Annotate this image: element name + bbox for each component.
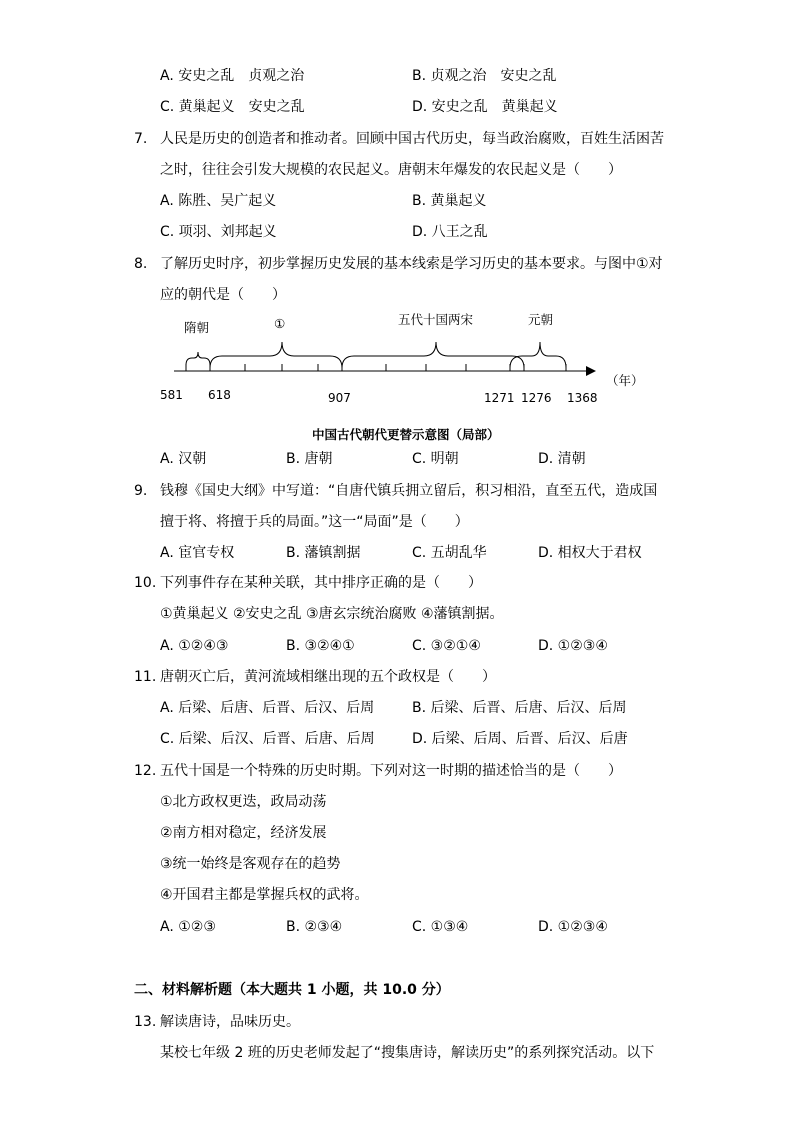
q12-item-3: ③统一始终是客观存在的趋势 [160, 856, 341, 872]
q10-number: 10. [134, 575, 157, 591]
q8-stem-line1: 了解历史时序，初步掌握历史发展的基本线索是学习历史的基本要求。与图中①对 [160, 256, 663, 272]
q7-option-b: B. 黄巢起义 [412, 193, 487, 209]
q10-option-c: C. ③②①④ [412, 638, 481, 654]
timeline-year: 1368 [567, 391, 598, 405]
q7-option-a: A. 陈胜、吴广起义 [160, 193, 277, 209]
q12-item-4: ④开国君主都是掌握兵权的武将。 [160, 887, 369, 903]
timeline-unit: （年） [606, 373, 644, 388]
q11-option-b: B. 后梁、后晋、后唐、后汉、后周 [412, 700, 627, 716]
q11-stem-line1: 唐朝灭亡后，黄河流域相继出现的五个政权是（ ） [160, 669, 496, 685]
q9-stem-line2: 擅于将、将擅于兵的局面。”这一“局面”是（ ） [160, 514, 469, 530]
q6-option-b: B. 贞观之治 安史之乱 [412, 68, 557, 84]
q7-option-c: C. 项羽、刘邦起义 [160, 224, 277, 240]
q6-option-c: C. 黄巢起义 安史之乱 [160, 99, 305, 115]
q12-number: 12. [134, 763, 157, 779]
q10-option-d: D. ①②③④ [538, 638, 608, 654]
q7-number: 7. [134, 131, 148, 147]
q7-option-d: D. 八王之乱 [412, 224, 488, 240]
q9-option-d: D. 相权大于君权 [538, 545, 642, 561]
q8-stem-line2: 应的朝代是（ ） [160, 287, 286, 303]
q13-stem-line2: 某校七年级 2 班的历史老师发起了“搜集唐诗，解读历史”的系列探究活动。以下 [160, 1045, 655, 1061]
q9-option-a: A. 宦官专权 [160, 545, 235, 561]
timeline-arrowhead [586, 366, 596, 376]
q7-stem-line2: 之时，往往会引发大规模的农民起义。唐朝末年爆发的农民起义是（ ） [160, 162, 622, 178]
timeline-caption: 中国古代朝代更替示意图（局部） [312, 427, 500, 442]
timeline-year: 581 [160, 388, 183, 402]
q11-option-c: C. 后梁、后汉、后晋、后唐、后周 [160, 731, 375, 747]
timeline-year: 618 [208, 388, 231, 402]
q9-option-b: B. 藩镇割据 [286, 545, 361, 561]
q12-option-c: C. ①③④ [412, 919, 469, 935]
timeline-label-circle1: ① [274, 316, 286, 331]
q12-item-2: ②南方相对稳定，经济发展 [160, 825, 327, 841]
q10-option-a: A. ①②④③ [160, 638, 229, 654]
q10-stem-line1: 下列事件存在某种关联，其中排序正确的是（ ） [160, 575, 482, 591]
q11-number: 11. [134, 669, 157, 685]
q12-option-d: D. ①②③④ [538, 919, 608, 935]
q9-option-c: C. 五胡乱华 [412, 545, 487, 561]
q6-option-d: D. 安史之乱 黄巢起义 [412, 99, 558, 115]
q12-option-a: A. ①②③ [160, 919, 216, 935]
q9-stem-line1: 钱穆《国史大纲》中写道：“自唐代镇兵拥立留后，积习相沿，直至五代，造成国 [160, 483, 658, 499]
q12-item-1: ①北方政权更迭，政局动荡 [160, 794, 327, 810]
q8-option-b: B. 唐朝 [286, 451, 333, 467]
q8-option-d: D. 清朝 [538, 451, 586, 467]
timeline-year: 1271 [484, 391, 515, 405]
brace-yuan [510, 342, 566, 368]
brace-sui [186, 352, 210, 365]
timeline-ticks [186, 364, 566, 371]
q8-number: 8. [134, 256, 148, 272]
q12-option-b: B. ②③④ [286, 919, 343, 935]
timeline-year: 907 [328, 391, 351, 405]
q9-number: 9. [134, 483, 148, 499]
q8-option-a: A. 汉朝 [160, 451, 207, 467]
q12-stem-line1: 五代十国是一个特殊的历史时期。下列对这一时期的描述恰当的是（ ） [160, 763, 622, 779]
q10-option-b: B. ③②④① [286, 638, 355, 654]
timeline-label-yuan: 元朝 [528, 312, 554, 327]
q11-option-d: D. 后梁、后周、后晋、后汉、后唐 [412, 731, 628, 747]
brace-circle1 [210, 342, 342, 368]
timeline-label-wudai: 五代十国两宋 [398, 312, 474, 327]
timeline-year: 1276 [521, 391, 552, 405]
q6-option-a: A. 安史之乱 贞观之治 [160, 68, 305, 84]
q10-stem-line2: ①黄巢起义 ②安史之乱 ③唐玄宗统治腐败 ④藩镇割据。 [160, 606, 504, 622]
q13-number: 13. [134, 1014, 157, 1030]
q8-option-c: C. 明朝 [412, 451, 459, 467]
q7-stem-line1: 人民是历史的创造者和推动者。回顾中国古代历史，每当政治腐败，百姓生活困苦 [160, 131, 664, 147]
q11-option-a: A. 后梁、后唐、后晋、后汉、后周 [160, 700, 375, 716]
brace-wudai-song [342, 342, 524, 368]
section2-heading: 二、材料解析题（本大题共 1 小题，共 10.0 分） [134, 982, 450, 998]
q13-stem-line1: 解读唐诗，品味历史。 [160, 1014, 300, 1030]
timeline-label-sui: 隋朝 [184, 320, 210, 335]
